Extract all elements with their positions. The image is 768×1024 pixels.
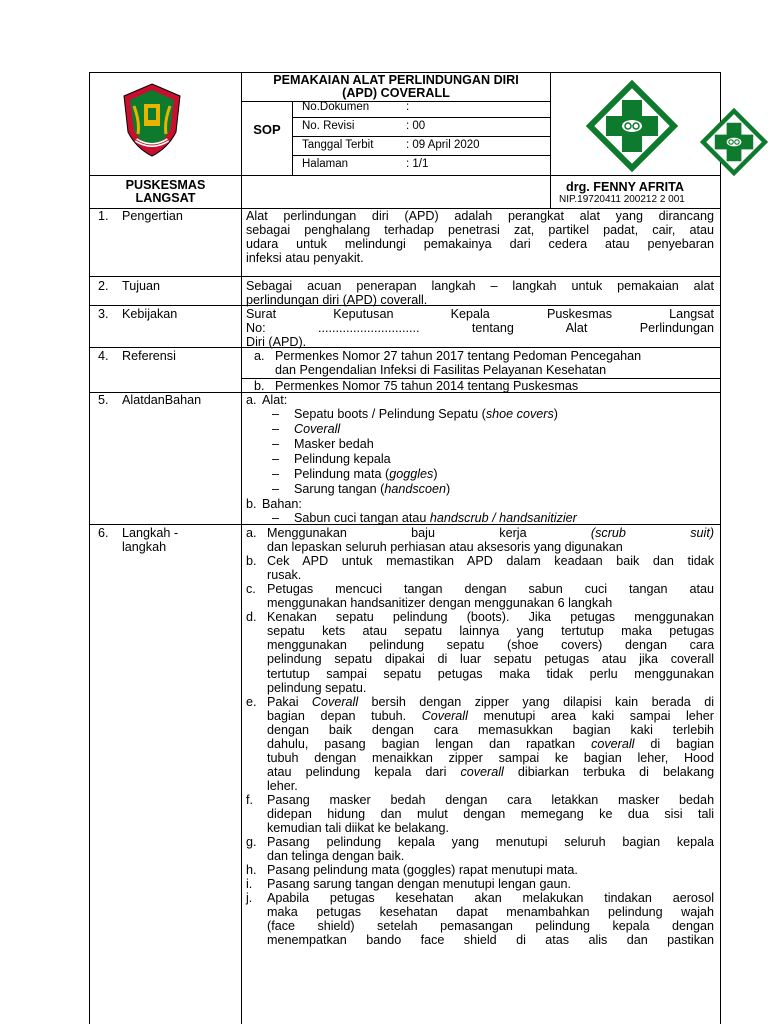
list-marker: a. <box>254 349 265 363</box>
section-title: langkah <box>122 540 167 554</box>
body-line: Permenkes Nomor 75 tahun 2014 tentang Puskesmas <box>275 379 579 393</box>
step-line: dengan baik dengan cara memasukkan bagian kaki terlebih <box>267 722 715 737</box>
body-line: Diri (APD). <box>246 335 307 349</box>
list-marker: c. <box>246 582 256 597</box>
step-line: menempatkan bando face shield di atas alis dan pastikan <box>267 933 715 948</box>
meta-value: : <box>406 101 410 113</box>
section-number: 1. <box>98 209 109 223</box>
list-marker: b. <box>246 554 257 569</box>
dash-marker: – <box>272 407 280 421</box>
meta-label: Tanggal Terbit <box>302 139 374 151</box>
section-title: Tujuan <box>122 279 161 293</box>
step-line: Apabila petugas kesehatan akan melakukan tindakan aerosol <box>267 891 714 906</box>
section-number: 4. <box>98 349 109 363</box>
meta-value: : 00 <box>406 120 426 132</box>
meta-label: No.Dokumen <box>302 101 370 113</box>
step-line: kemudian tali diikat ke belakang. <box>267 821 450 836</box>
step-line: Pasang pelindung mata (goggles) rapat menutupi mata. <box>267 863 578 878</box>
puskesmas-logo-large <box>586 80 678 172</box>
step-line: dan lepaskan seluruh perhiasan atau aksesoris yang digunakan <box>267 540 623 555</box>
list-item: Pelindung kepala <box>294 452 391 466</box>
step-line: Petugas mencuci tangan dengan sabun cuci tangan atau <box>267 582 715 597</box>
section-number: 6. <box>98 526 109 540</box>
step-line: (face shield) setelah pemasangan pelindung kepala dengan <box>267 919 715 934</box>
dash-marker: – <box>272 482 280 496</box>
list-marker: d. <box>246 610 257 625</box>
step-line: tubuh dengan menaikkan zipper sampai ke bagian leher, Hood <box>267 750 715 765</box>
section-title: AlatdanBahan <box>122 393 202 407</box>
meta-label: No. Revisi <box>302 120 355 132</box>
step-line: Menggunakan baju kerja (scrub suit) <box>267 526 715 540</box>
body-line: udara untuk melindungi pemakainya dari cedera atau penyebaran <box>246 237 714 251</box>
signer-name: drg. FENNY AFRITA <box>566 180 685 194</box>
meta-value: : 09 April 2020 <box>406 139 480 151</box>
dash-marker: – <box>272 422 280 436</box>
list-marker: b. <box>254 379 265 393</box>
step-line: Kenakan sepatu pelindung (boots). Jika petugas menggunakan <box>267 610 715 625</box>
step-line: rusak. <box>267 568 302 583</box>
list-marker: j. <box>246 891 253 906</box>
list-item: Coverall <box>294 422 341 436</box>
step-line: pelindung sepatu. <box>267 680 367 695</box>
list-label: Alat: <box>262 393 288 407</box>
body-line: Sebagai acuan penerapan langkah – langkah untuk pemakaian alat <box>246 279 714 293</box>
step-line: didepan hidung dan mulut dengan memegang ke dua sisi tali <box>267 807 715 821</box>
sop-label: SOP <box>253 122 281 137</box>
list-marker: g. <box>246 835 257 850</box>
list-marker: a. <box>246 526 257 540</box>
section-title: Pengertian <box>122 209 183 223</box>
dash-marker: – <box>272 452 280 466</box>
meta-label: Halaman <box>302 158 349 170</box>
list-item: Masker bedah <box>294 437 374 451</box>
list-item: Pelindung mata (goggles) <box>294 467 438 481</box>
section-number: 2. <box>98 279 109 293</box>
list-marker: f. <box>246 792 253 807</box>
body-line: sebagai penghalang terhadap penetrasi zat, partikel padat, cair, atau <box>246 223 714 237</box>
list-marker: b. <box>246 497 257 511</box>
org-name-line1: PUSKESMAS <box>125 178 206 192</box>
body-line: Alat perlindungan diri (APD) adalah perangkat alat yang dirancang <box>246 209 714 223</box>
step-line: pelindung sepatu dipakai di luar sepatu petugas atau jika coverall <box>267 652 715 667</box>
step-line: Cek APD untuk memastikan APD dalam keadaan baik dan tidak <box>267 554 715 569</box>
signer-nip: NIP.19720411 200212 2 001 <box>559 194 685 205</box>
step-line: Pakai Coverall bersih dengan zipper yang dilapisi kain berada di <box>267 694 714 709</box>
list-marker: e. <box>246 694 257 709</box>
list-marker: h. <box>246 863 257 878</box>
list-item: Sabun cuci tangan atau handscrub / handsanitizier <box>294 511 577 525</box>
step-line: tertutup sampai sepatu petugas maka tidak perlu menggunakan <box>267 666 715 681</box>
step-line: leher. <box>267 778 298 793</box>
step-line: Pasang sarung tangan dengan menutupi lengan gaun. <box>267 877 571 892</box>
list-item: Sarung tangan (handscoen) <box>294 482 451 496</box>
step-line: maka petugas kesehatan dapat menambahkan pelindung wajah <box>267 905 715 920</box>
puskesmas-logo-small <box>700 108 768 176</box>
body-line: infeksi atau penyakit. <box>246 251 364 265</box>
step-line: sepatu kets atau sepatu lainnya yang tertutup maka petugas <box>267 624 715 639</box>
step-line: atau pelindung kepala dari coverall dibiarkan terbuka di belakang <box>267 764 715 779</box>
list-label: Bahan: <box>262 497 302 511</box>
doc-title-line1: PEMAKAIAN ALAT PERLINDUNGAN DIRI <box>273 73 519 87</box>
step-line: menggunakan handsanitizer dengan menggunakan 6 langkah <box>267 596 613 611</box>
doc-title-line2: (APD) COVERALL <box>342 86 450 100</box>
section-title: Referensi <box>122 349 176 363</box>
body-line: Permenkes Nomor 27 tahun 2017 tentang Pedoman Pencegahan <box>275 349 642 363</box>
step-line: bagian depan tubuh. Coverall menutupi area kaki sampai leher <box>267 708 715 723</box>
dash-marker: – <box>272 467 280 481</box>
list-marker: a. <box>246 393 257 407</box>
body-line: No: ............................. tentang Alat Perlindungan <box>246 321 714 335</box>
step-line: Pasang pelindung kepala yang menutupi seluruh bagian kepala <box>267 835 714 850</box>
section-title: Langkah - <box>122 526 179 540</box>
step-line: Pasang masker bedah dengan cara letakkan masker bedah <box>267 792 715 807</box>
step-line: dan telinga dengan baik. <box>267 849 405 864</box>
list-marker: i. <box>246 877 253 892</box>
step-line: menggunakan pelindung sepatu (shoe covers) dengan cara <box>267 638 715 653</box>
section-number: 5. <box>98 393 109 407</box>
list-item: Sepatu boots / Pelindung Sepatu (shoe covers) <box>294 407 558 421</box>
dash-marker: – <box>272 437 280 451</box>
body-line: dan Pengendalian Infeksi di Fasilitas Pelayanan Kesehatan <box>275 363 607 377</box>
meta-value: : 1/1 <box>406 158 429 170</box>
body-line: Surat Keputusan Kepala Puskesmas Langsat <box>246 307 714 321</box>
org-name-line2: LANGSAT <box>135 191 196 205</box>
step-line: dahulu, pasang bagian lengan dan rapatkan coverall di bagian <box>267 736 715 751</box>
section-title: Kebijakan <box>122 307 178 321</box>
district-emblem <box>120 82 184 158</box>
body-line: perlindungan diri (APD) coverall. <box>246 293 428 307</box>
section-number: 3. <box>98 307 109 321</box>
dash-marker: – <box>272 511 280 525</box>
